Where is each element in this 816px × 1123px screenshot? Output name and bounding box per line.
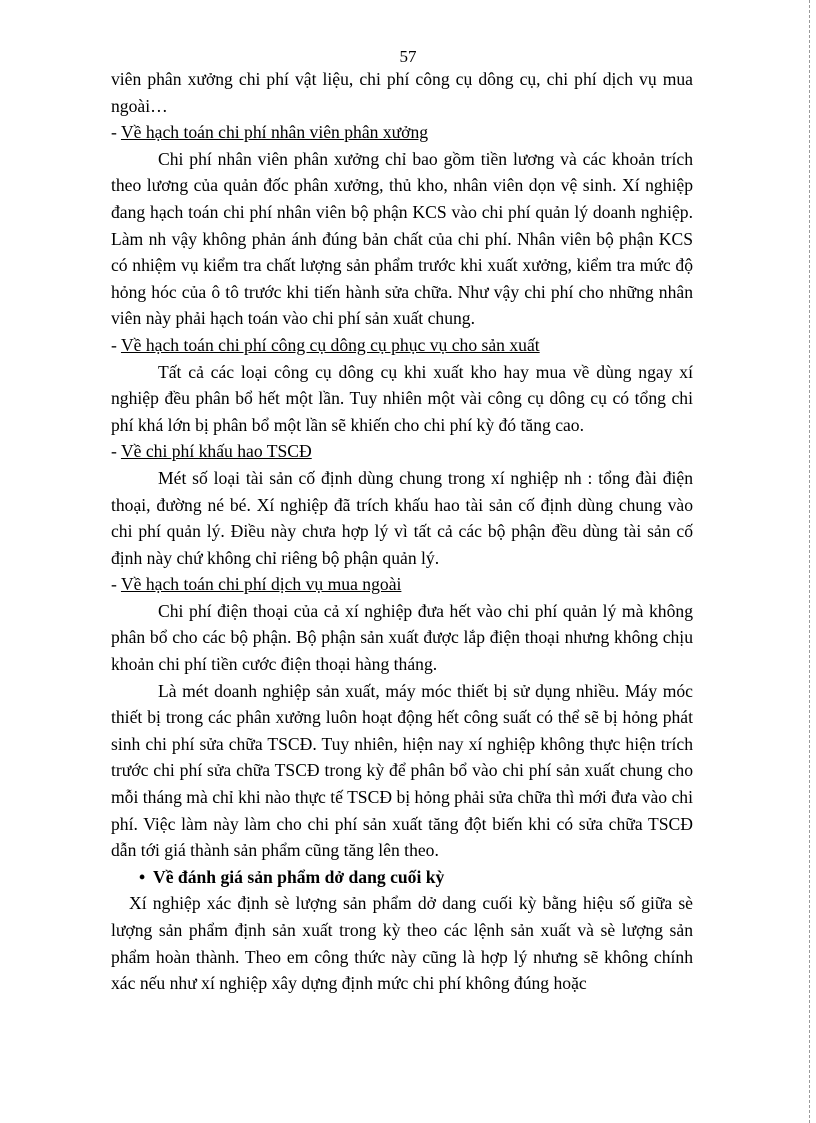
paragraph-staff-costs: Chi phí nhân viên phân xưởng chỉ bao gồm tiền lương và các khoản trích theo lương của quản đốc phân xưởng, thủ kho, nhân viên dọn vệ sinh. Xí nghiệp đang hạch toán chi phí nhân viên bộ phận KCS vào chi phí quản lý doanh nghiệp. Làm nh vậy không phản ánh đúng bản chất của chi phí. Nhân viên bộ phận KCS có nhiệm vụ kiểm tra chất lượng sản phẩm trước khi xuất xưởng, kiểm tra mức độ hỏng hóc của ô tô trước khi tiến hành sửa chữa. Như vậy chi phí cho những nhân viên này phải hạch toán vào chi phí sản xuất chung. <box>111 148 693 329</box>
heading-dash: - <box>111 334 121 355</box>
section-heading-depreciation <box>111 438 693 465</box>
paragraph-depreciation: Mét số loại tài sản cố định dùng chung trong xí nghiệp nh : tổng đài điện thoại, đường né bé. Xí nghiệp đã trích khấu hao tài sản cố định dùng chung vào chi phí quản lý. Điều này chưa hợp lý vì tất cả các bộ phận đều dùng tài sản cố định này chứ không chỉ riêng bộ phận quản lý. <box>111 467 693 568</box>
paragraph-wip-valuation: Xí nghiệp xác định sè lượng sản phẩm dở dang cuối kỳ bằng hiệu số giữa sè lượng sản phẩm định sản xuất trong kỳ theo các lệnh sản xuất và sè lượng sản phẩm hoàn thành. Theo em công thức này cũng là hợp lý nhưng sẽ không chính xác nếu như xí nghiệp xây dựng định mức chi phí không đúng hoặc <box>111 893 693 994</box>
heading-dash: - <box>111 574 121 595</box>
heading-dash: - <box>111 122 121 143</box>
bullet-icon: • <box>139 866 146 887</box>
document-body <box>111 66 693 997</box>
heading-text: Về chi phí khấu hao TSCĐ <box>120 441 312 462</box>
section-heading-staff-costs <box>111 119 693 146</box>
paragraph-phone-costs: Chi phí điện thoại của cả xí nghiệp đưa hết vào chi phí quản lý mà không phân bổ cho các bộ phận. Bộ phận sản xuất được lắp điện thoại nhưng không chịu khoản chi phí tiền cước điện thoại hàng tháng. <box>111 600 693 675</box>
paragraph-intro: viên phân xưởng chi phí vật liệu, chi phí công cụ dông cụ, chi phí dịch vụ mua ngoài… <box>111 69 693 116</box>
heading-text: Về hạch toán chi phí nhân viên phân xưởng <box>120 122 429 143</box>
heading-dash: - <box>111 441 121 462</box>
paragraph-repair-costs: Là mét doanh nghiệp sản xuất, máy móc thiết bị sử dụng nhiều. Máy móc thiết bị trong các phân xưởng luôn hoạt động hết công suất có thể sẽ bị hỏng phát sinh chi phí sửa chữa TSCĐ. Tuy nhiên, hiện nay xí nghiệp không thực hiện trích trước chi phí sửa chữa TSCĐ trong kỳ để phân bổ vào chi phí sản xuất chung cho mỗi tháng mà chỉ khi nào thực tế TSCĐ bị hỏng phải sửa chữa thì mới đưa vào chi phí. Việc làm này làm cho chi phí sản xuất tăng đột biến khi có sửa chữa TSCĐ dẫn tới giá thành sản phẩm cũng tăng lên theo. <box>111 680 693 861</box>
heading-text: Về đánh giá sản phẩm dở dang cuối kỳ <box>153 866 445 887</box>
section-heading-tools-costs <box>111 332 693 359</box>
paragraph-tools-costs: Tất cả các loại công cụ dông cụ khi xuất kho hay mua về dùng ngay xí nghiệp đều phân bổ hết một lần. Tuy nhiên một vài công cụ dông cụ có tổng chi phí khá lớn bị phân bổ một lần sẽ khiến cho chi phí kỳ đó tăng cao. <box>111 361 693 435</box>
section-heading-outsourced-services <box>111 571 693 598</box>
heading-text: Về hạch toán chi phí công cụ dông cụ phục vụ cho sản xuất <box>120 334 540 355</box>
page-number: 57 <box>399 47 417 66</box>
section-heading-wip-valuation <box>111 864 693 891</box>
heading-text: Về hạch toán chi phí dịch vụ mua ngoài <box>120 574 402 595</box>
page-edge-divider <box>807 0 810 1123</box>
